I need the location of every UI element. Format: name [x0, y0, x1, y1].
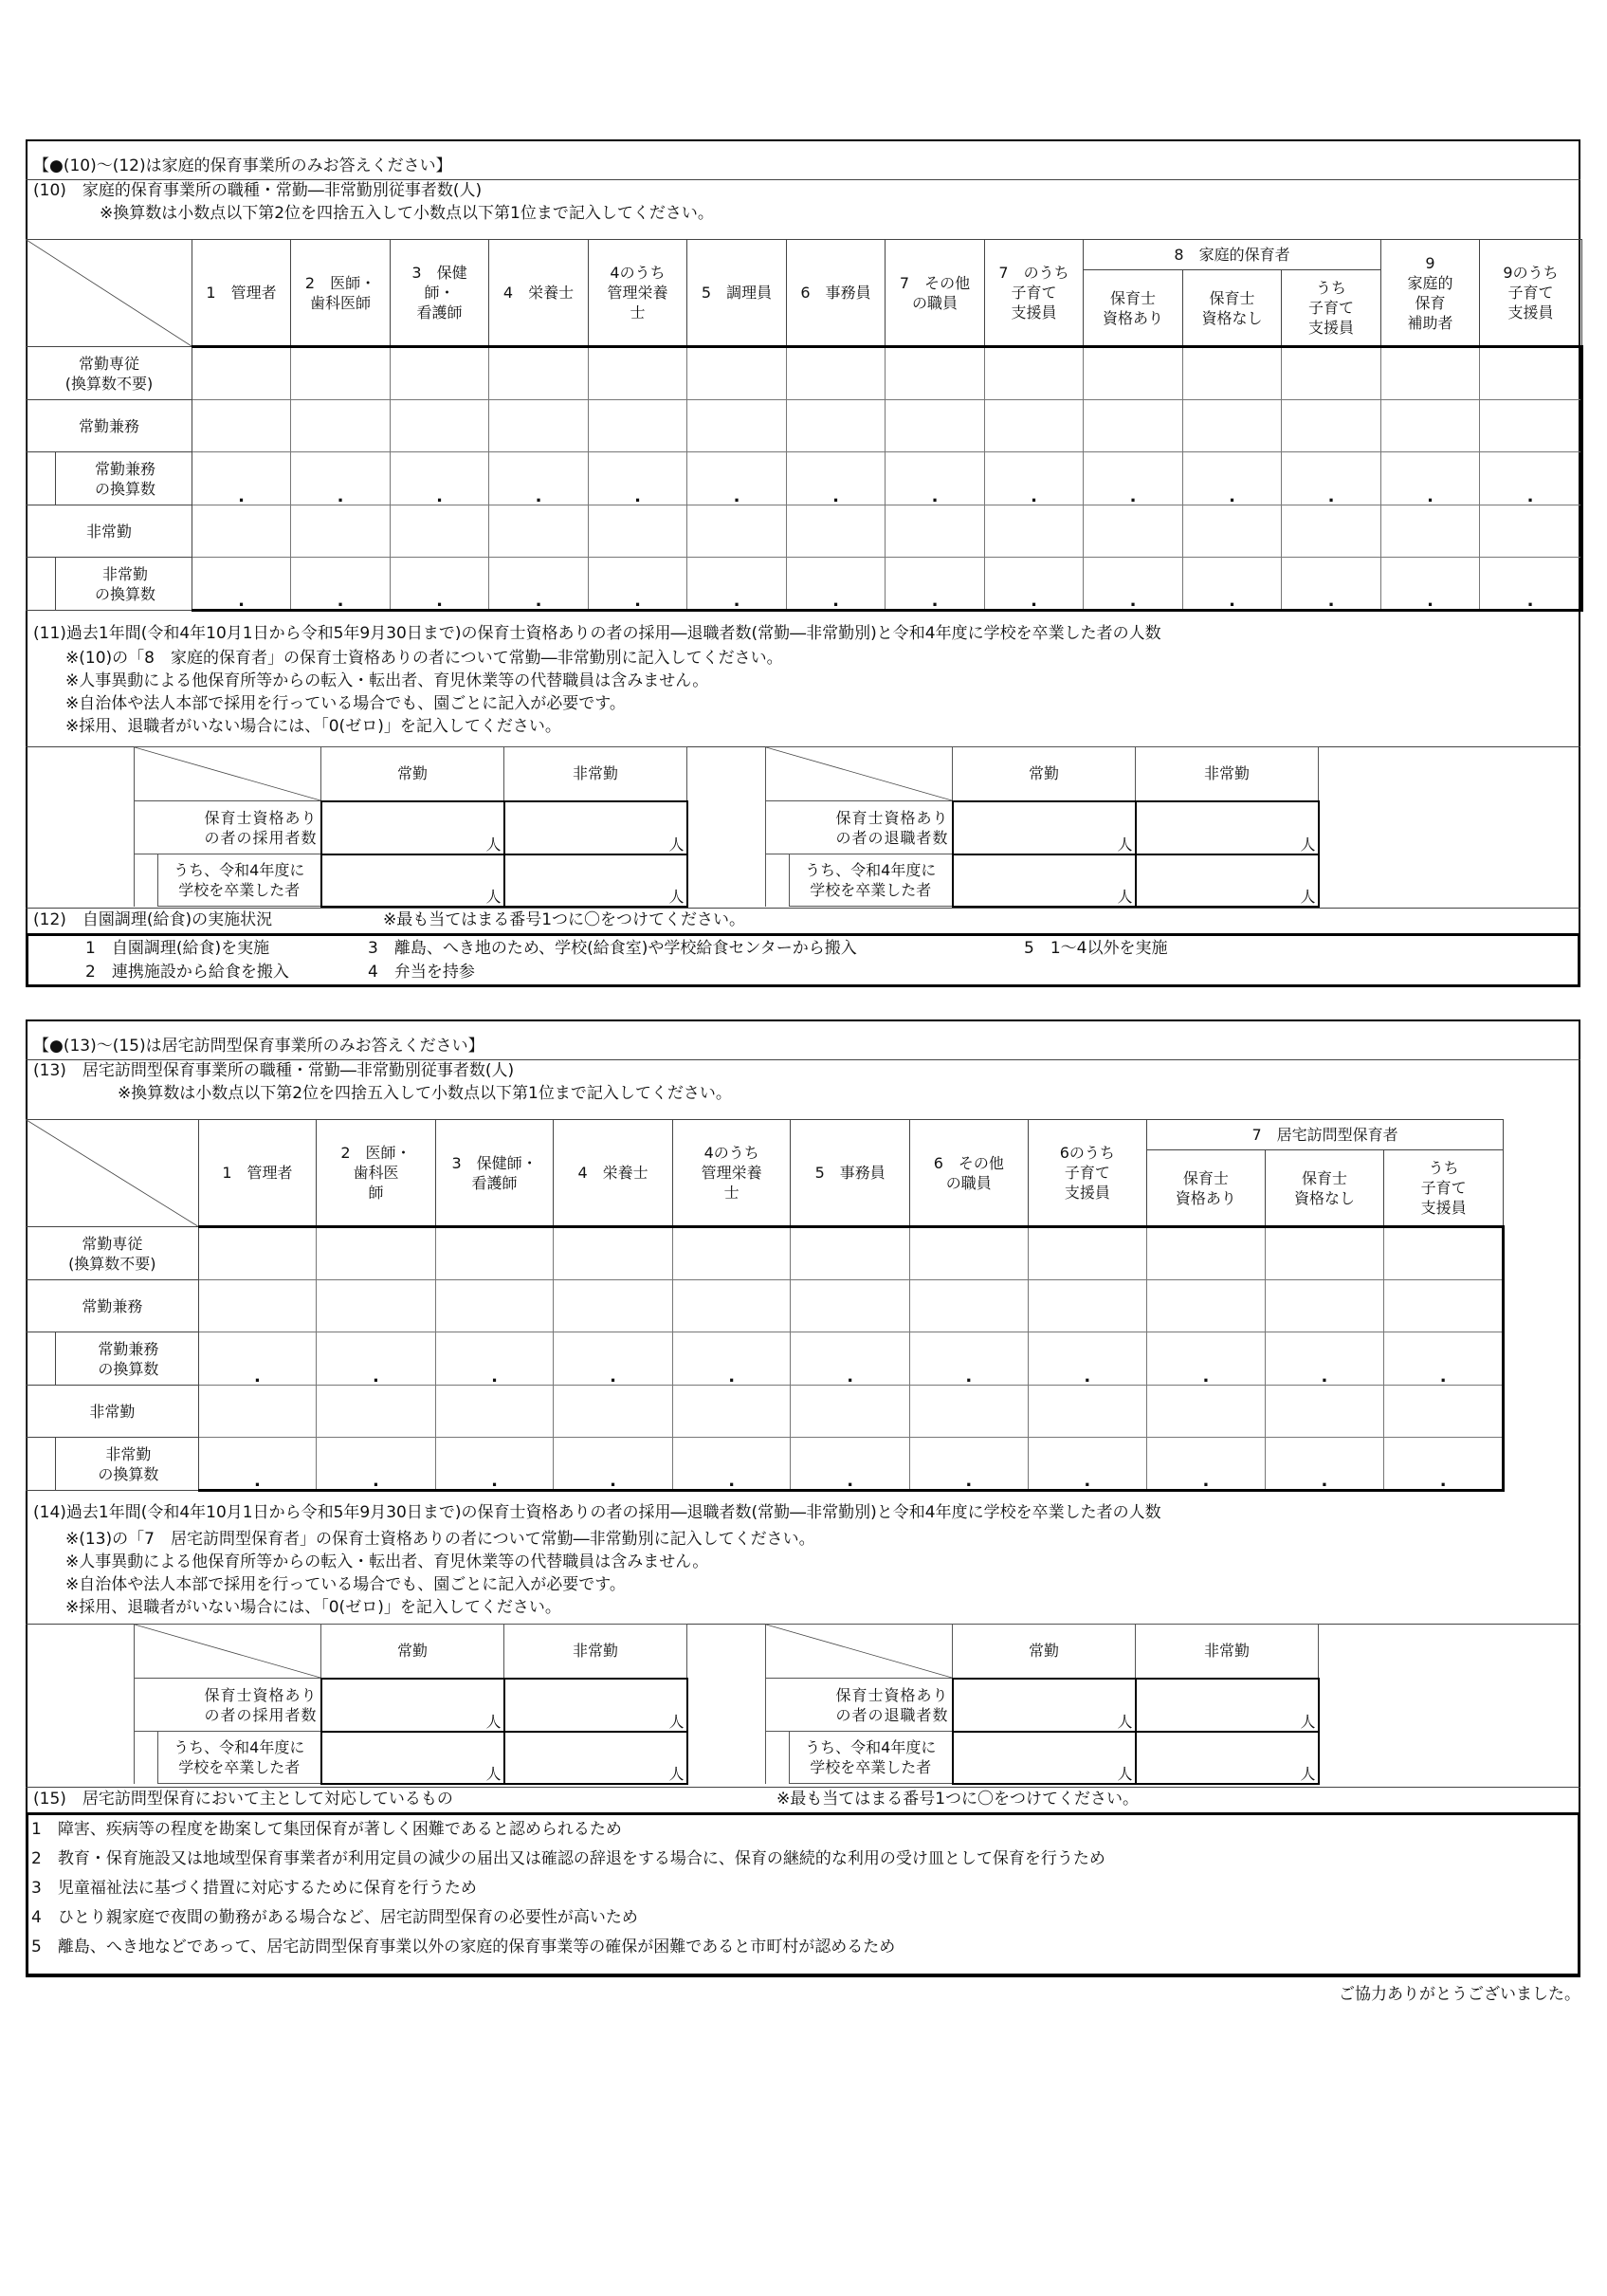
column-header: 保育士 資格なし: [1183, 270, 1282, 347]
staff-count-cell[interactable]: .: [317, 1438, 436, 1491]
staff-count-cell[interactable]: [886, 347, 985, 400]
staff-count-cell[interactable]: [985, 505, 1084, 558]
col-irregular: 非常勤: [1136, 747, 1319, 801]
column-header: 4 栄養士: [554, 1120, 673, 1227]
staff-count-cell[interactable]: [1183, 347, 1282, 400]
retired-label: 保育士資格あり の者の退職者数: [766, 1679, 953, 1732]
column-header: 5 調理員: [687, 240, 787, 347]
q12-option-1[interactable]: 1 自園調理(給食)を実施: [85, 939, 270, 958]
column-header: 6のうち 子育て 支援員: [1028, 1120, 1147, 1227]
staff-count-cell[interactable]: [317, 1386, 436, 1438]
row-label: 常勤専従 (換算数不要): [27, 347, 192, 400]
staff-count-cell[interactable]: [1183, 505, 1282, 558]
col-regular: 常勤: [321, 1625, 504, 1679]
staff-count-cell[interactable]: [435, 1227, 554, 1280]
staff-count-cell[interactable]: .: [489, 558, 589, 611]
q12-option-3[interactable]: 3 離島、へき地のため、学校(給食室)や学校給食センターから搬入: [368, 939, 857, 958]
column-header: 3 保健 師・ 看護師: [391, 240, 489, 347]
count-input[interactable]: 人: [953, 1732, 1136, 1784]
staff-count-cell[interactable]: [1265, 1280, 1384, 1332]
count-input[interactable]: 人: [1136, 1679, 1319, 1732]
staff-count-cell[interactable]: [687, 505, 787, 558]
staff-count-cell[interactable]: [1084, 347, 1183, 400]
row-label: 常勤兼務 の換算数: [27, 452, 192, 505]
group-header: 8 家庭的保育者: [1084, 240, 1381, 270]
graduates-label: うち、令和4年度に 学校を卒業した者: [790, 1732, 953, 1784]
staff-count-cell[interactable]: .: [554, 1438, 673, 1491]
column-header: 1 管理者: [198, 1120, 317, 1227]
staff-count-cell[interactable]: [787, 347, 886, 400]
staff-count-cell[interactable]: .: [672, 1438, 791, 1491]
column-header: 4 栄養士: [489, 240, 589, 347]
staff-count-cell[interactable]: .: [489, 452, 589, 505]
staff-count-cell[interactable]: .: [910, 1438, 1029, 1491]
staff-count-cell[interactable]: .: [791, 1438, 910, 1491]
q15-option-4[interactable]: 4 ひとり親家庭で夜間の勤務がある場合など、居宅訪問型保育の必要性が高いため: [31, 1908, 638, 1927]
column-header: 保育士 資格あり: [1147, 1150, 1266, 1227]
staff-count-cell[interactable]: [787, 505, 886, 558]
q15-option-3[interactable]: 3 児童福祉法に基づく措置に対応するために保育を行うため: [31, 1879, 477, 1898]
count-input[interactable]: 人: [1136, 1732, 1319, 1784]
row-label: 非常勤: [27, 505, 192, 558]
staff-count-cell[interactable]: [198, 1386, 317, 1438]
column-header: 2 医師・ 歯科医師: [291, 240, 391, 347]
staff-count-cell[interactable]: [1265, 1386, 1384, 1438]
staff-count-cell[interactable]: [489, 400, 589, 452]
staff-count-cell[interactable]: [672, 1386, 791, 1438]
q11-title: (11)過去1年間(令和4年10月1日から令和5年9月30日まで)の保育士資格ありの者の採用―退職者数(常勤―非常勤別)と令和4年度に学校を卒業した者の人数: [33, 624, 1161, 643]
column-header: 7 のうち 子育て 支援員: [985, 240, 1084, 347]
staff-count-cell[interactable]: [192, 347, 291, 400]
column-header: 9のうち 子育て 支援員: [1480, 240, 1582, 347]
row-label: 常勤専従 (換算数不要): [27, 1227, 199, 1280]
staff-count-cell[interactable]: .: [1282, 558, 1381, 611]
staff-count-cell[interactable]: .: [435, 1332, 554, 1386]
header-corner: [766, 1625, 953, 1679]
graduates-label: うち、令和4年度に 学校を卒業した者: [790, 854, 953, 907]
q11-note-2: ※人事異動による他保育所等からの転入・転出者、育児休業等の代替職員は含みません。: [65, 671, 709, 690]
staff-count-cell[interactable]: [1084, 400, 1183, 452]
staff-count-cell[interactable]: .: [1028, 1438, 1147, 1491]
staff-count-cell[interactable]: [1028, 1386, 1147, 1438]
row-label: 常勤兼務: [27, 400, 192, 452]
count-input[interactable]: 人: [1136, 801, 1319, 854]
col-regular: 常勤: [321, 747, 504, 801]
column-header: 2 医師・ 歯科医 師: [317, 1120, 436, 1227]
indent-spacer: [135, 854, 158, 907]
q14-title: (14)過去1年間(令和4年10月1日から令和5年9月30日まで)の保育士資格ありの者の採用―退職者数(常勤―非常勤別)と令和4年度に学校を卒業した者の人数: [33, 1503, 1161, 1522]
column-header: 6 事務員: [787, 240, 886, 347]
count-input[interactable]: 人: [321, 1679, 504, 1732]
staff-count-cell[interactable]: [1147, 1227, 1266, 1280]
column-header: 4のうち 管理栄養 士: [589, 240, 687, 347]
q14-note-3: ※自治体や法人本部で採用を行っている場合でも、園ごとに記入が必要です。: [65, 1575, 626, 1594]
staff-count-cell[interactable]: [1147, 1280, 1266, 1332]
staff-count-cell[interactable]: .: [687, 558, 787, 611]
staff-count-cell[interactable]: [489, 505, 589, 558]
staff-count-cell[interactable]: [589, 505, 687, 558]
staff-count-cell[interactable]: [1384, 1227, 1504, 1280]
staff-count-cell[interactable]: [317, 1227, 436, 1280]
count-input[interactable]: 人: [504, 1732, 687, 1784]
staff-count-cell[interactable]: [791, 1386, 910, 1438]
section-banner: 【●(10)～(12)は家庭的保育事業所のみお答えください】: [33, 156, 452, 175]
staff-count-cell[interactable]: [985, 400, 1084, 452]
staff-count-cell[interactable]: [391, 505, 489, 558]
staff-count-cell[interactable]: .: [985, 558, 1084, 611]
staff-count-cell[interactable]: [910, 1386, 1029, 1438]
group-header: 7 居宅訪問型保育者: [1147, 1120, 1504, 1150]
staff-count-cell[interactable]: .: [787, 452, 886, 505]
staff-count-cell[interactable]: [192, 505, 291, 558]
row-label: 常勤兼務: [27, 1280, 199, 1332]
staff-count-cell[interactable]: .: [1381, 558, 1480, 611]
staff-count-cell[interactable]: [1282, 505, 1381, 558]
count-input[interactable]: 人: [504, 1679, 687, 1732]
q14-note-4: ※採用、退職者がいない場合には、「0(ゼロ)」を記入してください。: [65, 1598, 561, 1617]
staff-count-cell[interactable]: .: [192, 558, 291, 611]
hire-count-table: [134, 746, 688, 908]
q11-note-4: ※採用、退職者がいない場合には、「0(ゼロ)」を記入してください。: [65, 717, 561, 736]
staff-count-cell[interactable]: [198, 1227, 317, 1280]
staff-count-cell[interactable]: .: [687, 452, 787, 505]
header-corner: [27, 240, 192, 347]
staff-count-cell[interactable]: .: [1084, 452, 1183, 505]
q13-staff-table: [26, 1119, 1505, 1492]
staff-count-cell[interactable]: .: [198, 1332, 317, 1386]
count-input[interactable]: 人: [504, 854, 687, 907]
column-header: 5 事務員: [791, 1120, 910, 1227]
staff-count-cell[interactable]: .: [1028, 1332, 1147, 1386]
staff-count-cell[interactable]: .: [1384, 1332, 1504, 1386]
column-header: 4のうち 管理栄養 士: [672, 1120, 791, 1227]
graduates-label: うち、令和4年度に 学校を卒業した者: [158, 1732, 321, 1784]
staff-count-cell[interactable]: [1381, 347, 1480, 400]
staff-count-cell[interactable]: .: [985, 452, 1084, 505]
col-regular: 常勤: [953, 1625, 1136, 1679]
header-corner: [27, 1120, 199, 1227]
column-header: うち 子育て 支援員: [1384, 1150, 1504, 1227]
staff-count-cell[interactable]: [787, 400, 886, 452]
q15-note: ※最も当てはまる番号1つに〇をつけてください。: [776, 1790, 1140, 1809]
staff-count-cell[interactable]: [1183, 400, 1282, 452]
staff-count-cell[interactable]: .: [1381, 452, 1480, 505]
staff-count-cell[interactable]: [687, 400, 787, 452]
staff-count-cell[interactable]: .: [435, 1438, 554, 1491]
staff-count-cell[interactable]: .: [1265, 1332, 1384, 1386]
col-irregular: 非常勤: [504, 1625, 687, 1679]
staff-count-cell[interactable]: .: [787, 558, 886, 611]
staff-count-cell[interactable]: .: [192, 452, 291, 505]
staff-count-cell[interactable]: [1147, 1386, 1266, 1438]
staff-count-cell[interactable]: [886, 400, 985, 452]
q12-options: [26, 933, 1580, 987]
q12-note: ※最も当てはまる番号1つに〇をつけてください。: [383, 910, 746, 929]
staff-count-cell[interactable]: [1384, 1386, 1504, 1438]
staff-count-cell[interactable]: [886, 505, 985, 558]
column-header: 6 その他 の職員: [910, 1120, 1029, 1227]
staff-count-cell[interactable]: [435, 1280, 554, 1332]
staff-count-cell[interactable]: .: [1084, 558, 1183, 611]
staff-count-cell[interactable]: [435, 1386, 554, 1438]
q15-options: [26, 1812, 1580, 1977]
staff-count-cell[interactable]: [1028, 1227, 1147, 1280]
staff-count-cell[interactable]: [1480, 347, 1582, 400]
staff-count-cell[interactable]: [1084, 505, 1183, 558]
retire-count-table: [765, 746, 1320, 908]
staff-count-cell[interactable]: [672, 1280, 791, 1332]
indent-spacer: [135, 1732, 158, 1784]
col-irregular: 非常勤: [1136, 1625, 1319, 1679]
staff-count-cell[interactable]: [198, 1280, 317, 1332]
indent-spacer: [766, 1732, 790, 1784]
q15-title: (15) 居宅訪問型保育において主として対応しているもの: [33, 1790, 453, 1809]
graduates-label: うち、令和4年度に 学校を卒業した者: [158, 854, 321, 907]
staff-count-cell[interactable]: [1282, 347, 1381, 400]
count-input[interactable]: 人: [504, 801, 687, 854]
section-banner: 【●(13)～(15)は居宅訪問型保育事業所のみお答えください】: [33, 1037, 484, 1056]
staff-count-cell[interactable]: [910, 1227, 1029, 1280]
staff-count-cell[interactable]: [192, 400, 291, 452]
col-regular: 常勤: [953, 747, 1136, 801]
count-input[interactable]: 人: [953, 854, 1136, 907]
staff-count-cell[interactable]: .: [1147, 1438, 1266, 1491]
staff-count-cell[interactable]: .: [291, 452, 391, 505]
staff-count-cell[interactable]: [554, 1227, 673, 1280]
column-header: 3 保健師・ 看護師: [435, 1120, 554, 1227]
header-corner: [766, 747, 953, 801]
q12-option-5[interactable]: 5 1～4以外を実施: [1024, 939, 1168, 958]
staff-count-cell[interactable]: [291, 505, 391, 558]
staff-count-cell[interactable]: .: [1183, 558, 1282, 611]
column-header: 9 家庭的 保育 補助者: [1381, 240, 1480, 347]
staff-count-cell[interactable]: .: [1480, 558, 1582, 611]
staff-count-cell[interactable]: .: [589, 558, 687, 611]
staff-count-cell[interactable]: .: [886, 452, 985, 505]
staff-count-cell[interactable]: .: [1384, 1438, 1504, 1491]
staff-count-cell[interactable]: .: [1183, 452, 1282, 505]
staff-count-cell[interactable]: .: [791, 1332, 910, 1386]
q12-title: (12) 自園調理(給食)の実施状況: [33, 910, 273, 929]
q11-note-3: ※自治体や法人本部で採用を行っている場合でも、園ごとに記入が必要です。: [65, 694, 626, 713]
staff-count-cell[interactable]: .: [198, 1438, 317, 1491]
column-header: 7 その他 の職員: [886, 240, 985, 347]
column-header: 1 管理者: [192, 240, 291, 347]
count-input[interactable]: 人: [321, 854, 504, 907]
staff-count-cell[interactable]: .: [1265, 1438, 1384, 1491]
staff-count-cell[interactable]: [391, 347, 489, 400]
row-label: 常勤兼務 の換算数: [27, 1332, 199, 1386]
row-label: 非常勤 の換算数: [27, 1438, 199, 1491]
section-home-visit-care: [26, 1019, 1580, 1975]
staff-count-cell[interactable]: .: [1147, 1332, 1266, 1386]
count-input[interactable]: 人: [1136, 854, 1319, 907]
column-header: 保育士 資格あり: [1084, 270, 1183, 347]
staff-count-cell[interactable]: [1028, 1280, 1147, 1332]
staff-count-cell[interactable]: .: [291, 558, 391, 611]
column-header: 保育士 資格なし: [1265, 1150, 1384, 1227]
staff-count-cell[interactable]: [910, 1280, 1029, 1332]
hired-label: 保育士資格あり の者の採用者数: [135, 801, 321, 854]
staff-count-cell[interactable]: [391, 400, 489, 452]
staff-count-cell[interactable]: [1282, 400, 1381, 452]
staff-count-cell[interactable]: .: [910, 1332, 1029, 1386]
q15-option-5[interactable]: 5 離島、へき地などであって、居宅訪問型保育事業以外の家庭的保育事業等の確保が困難であると市町村が認めるため: [31, 1938, 896, 1956]
staff-count-cell[interactable]: [791, 1280, 910, 1332]
q12-option-4[interactable]: 4 弁当を持参: [368, 963, 475, 982]
header-corner: [135, 747, 321, 801]
staff-count-cell[interactable]: [672, 1227, 791, 1280]
count-input[interactable]: 人: [953, 1679, 1136, 1732]
retired-label: 保育士資格あり の者の退職者数: [766, 801, 953, 854]
staff-count-cell[interactable]: [291, 347, 391, 400]
staff-count-cell[interactable]: [687, 347, 787, 400]
staff-count-cell[interactable]: [291, 400, 391, 452]
staff-count-cell[interactable]: .: [554, 1332, 673, 1386]
staff-count-cell[interactable]: [554, 1280, 673, 1332]
indent-spacer: [766, 854, 790, 907]
staff-count-cell[interactable]: .: [1480, 452, 1582, 505]
staff-count-cell[interactable]: [554, 1386, 673, 1438]
q14-note-2: ※人事異動による他保育所等からの転入・転出者、育児休業等の代替職員は含みません。: [65, 1552, 709, 1571]
staff-count-cell[interactable]: [589, 347, 687, 400]
hire-count-table: [134, 1624, 688, 1785]
q13-note: ※換算数は小数点以下第2位を四捨五入して小数点以下第1位まで記入してください。: [118, 1084, 732, 1103]
count-input[interactable]: 人: [953, 801, 1136, 854]
row-label: 非常勤 の換算数: [27, 558, 192, 611]
staff-count-cell[interactable]: [317, 1280, 436, 1332]
staff-count-cell[interactable]: .: [317, 1332, 436, 1386]
col-irregular: 非常勤: [504, 747, 687, 801]
staff-count-cell[interactable]: [1265, 1227, 1384, 1280]
staff-count-cell[interactable]: .: [391, 558, 489, 611]
staff-count-cell[interactable]: [985, 347, 1084, 400]
staff-count-cell[interactable]: [489, 347, 589, 400]
staff-count-cell[interactable]: [791, 1227, 910, 1280]
staff-count-cell[interactable]: .: [589, 452, 687, 505]
staff-count-cell[interactable]: [1480, 400, 1582, 452]
staff-count-cell[interactable]: [1381, 505, 1480, 558]
q11-note-1: ※(10)の「8 家庭的保育者」の保育士資格ありの者について常勤―非常勤別に記入してください。: [65, 649, 783, 668]
section-family-daycare: [26, 139, 1580, 986]
header-corner: [135, 1625, 321, 1679]
staff-count-cell[interactable]: .: [1282, 452, 1381, 505]
count-input[interactable]: 人: [321, 1732, 504, 1784]
q13-title: (13) 居宅訪問型保育事業所の職種・常勤―非常勤別従事者数(人): [33, 1061, 515, 1080]
closing-message: ご協力ありがとうございました。: [1339, 1985, 1580, 2004]
q15-option-2[interactable]: 2 教育・保育施設又は地域型保育事業者が利用定員の減少の届出又は確認の辞退をする場合に、保育の継続的な利用の受け皿として保育を行うため: [31, 1849, 1105, 1868]
q10-title: (10) 家庭的保育事業所の職種・常勤―非常勤別従事者数(人): [33, 181, 483, 200]
hired-label: 保育士資格あり の者の採用者数: [135, 1679, 321, 1732]
staff-count-cell[interactable]: [589, 400, 687, 452]
q10-note: ※換算数は小数点以下第2位を四捨五入して小数点以下第1位まで記入してください。: [100, 204, 714, 223]
column-header: うち 子育て 支援員: [1282, 270, 1381, 347]
q10-staff-table: [26, 239, 1583, 612]
staff-count-cell[interactable]: .: [391, 452, 489, 505]
row-label: 非常勤: [27, 1386, 199, 1438]
q14-note-1: ※(13)の「7 居宅訪問型保育者」の保育士資格ありの者について常勤―非常勤別に記入してください。: [65, 1530, 815, 1549]
staff-count-cell[interactable]: [1384, 1280, 1504, 1332]
staff-count-cell[interactable]: [1480, 505, 1582, 558]
staff-count-cell[interactable]: .: [886, 558, 985, 611]
staff-count-cell[interactable]: [1381, 400, 1480, 452]
q12-option-2[interactable]: 2 連携施設から給食を搬入: [85, 963, 289, 982]
staff-count-cell[interactable]: .: [672, 1332, 791, 1386]
retire-count-table: [765, 1624, 1320, 1785]
count-input[interactable]: 人: [321, 801, 504, 854]
q15-option-1[interactable]: 1 障害、疾病等の程度を勘案して集団保育が著しく困難であると認められるため: [31, 1820, 622, 1839]
